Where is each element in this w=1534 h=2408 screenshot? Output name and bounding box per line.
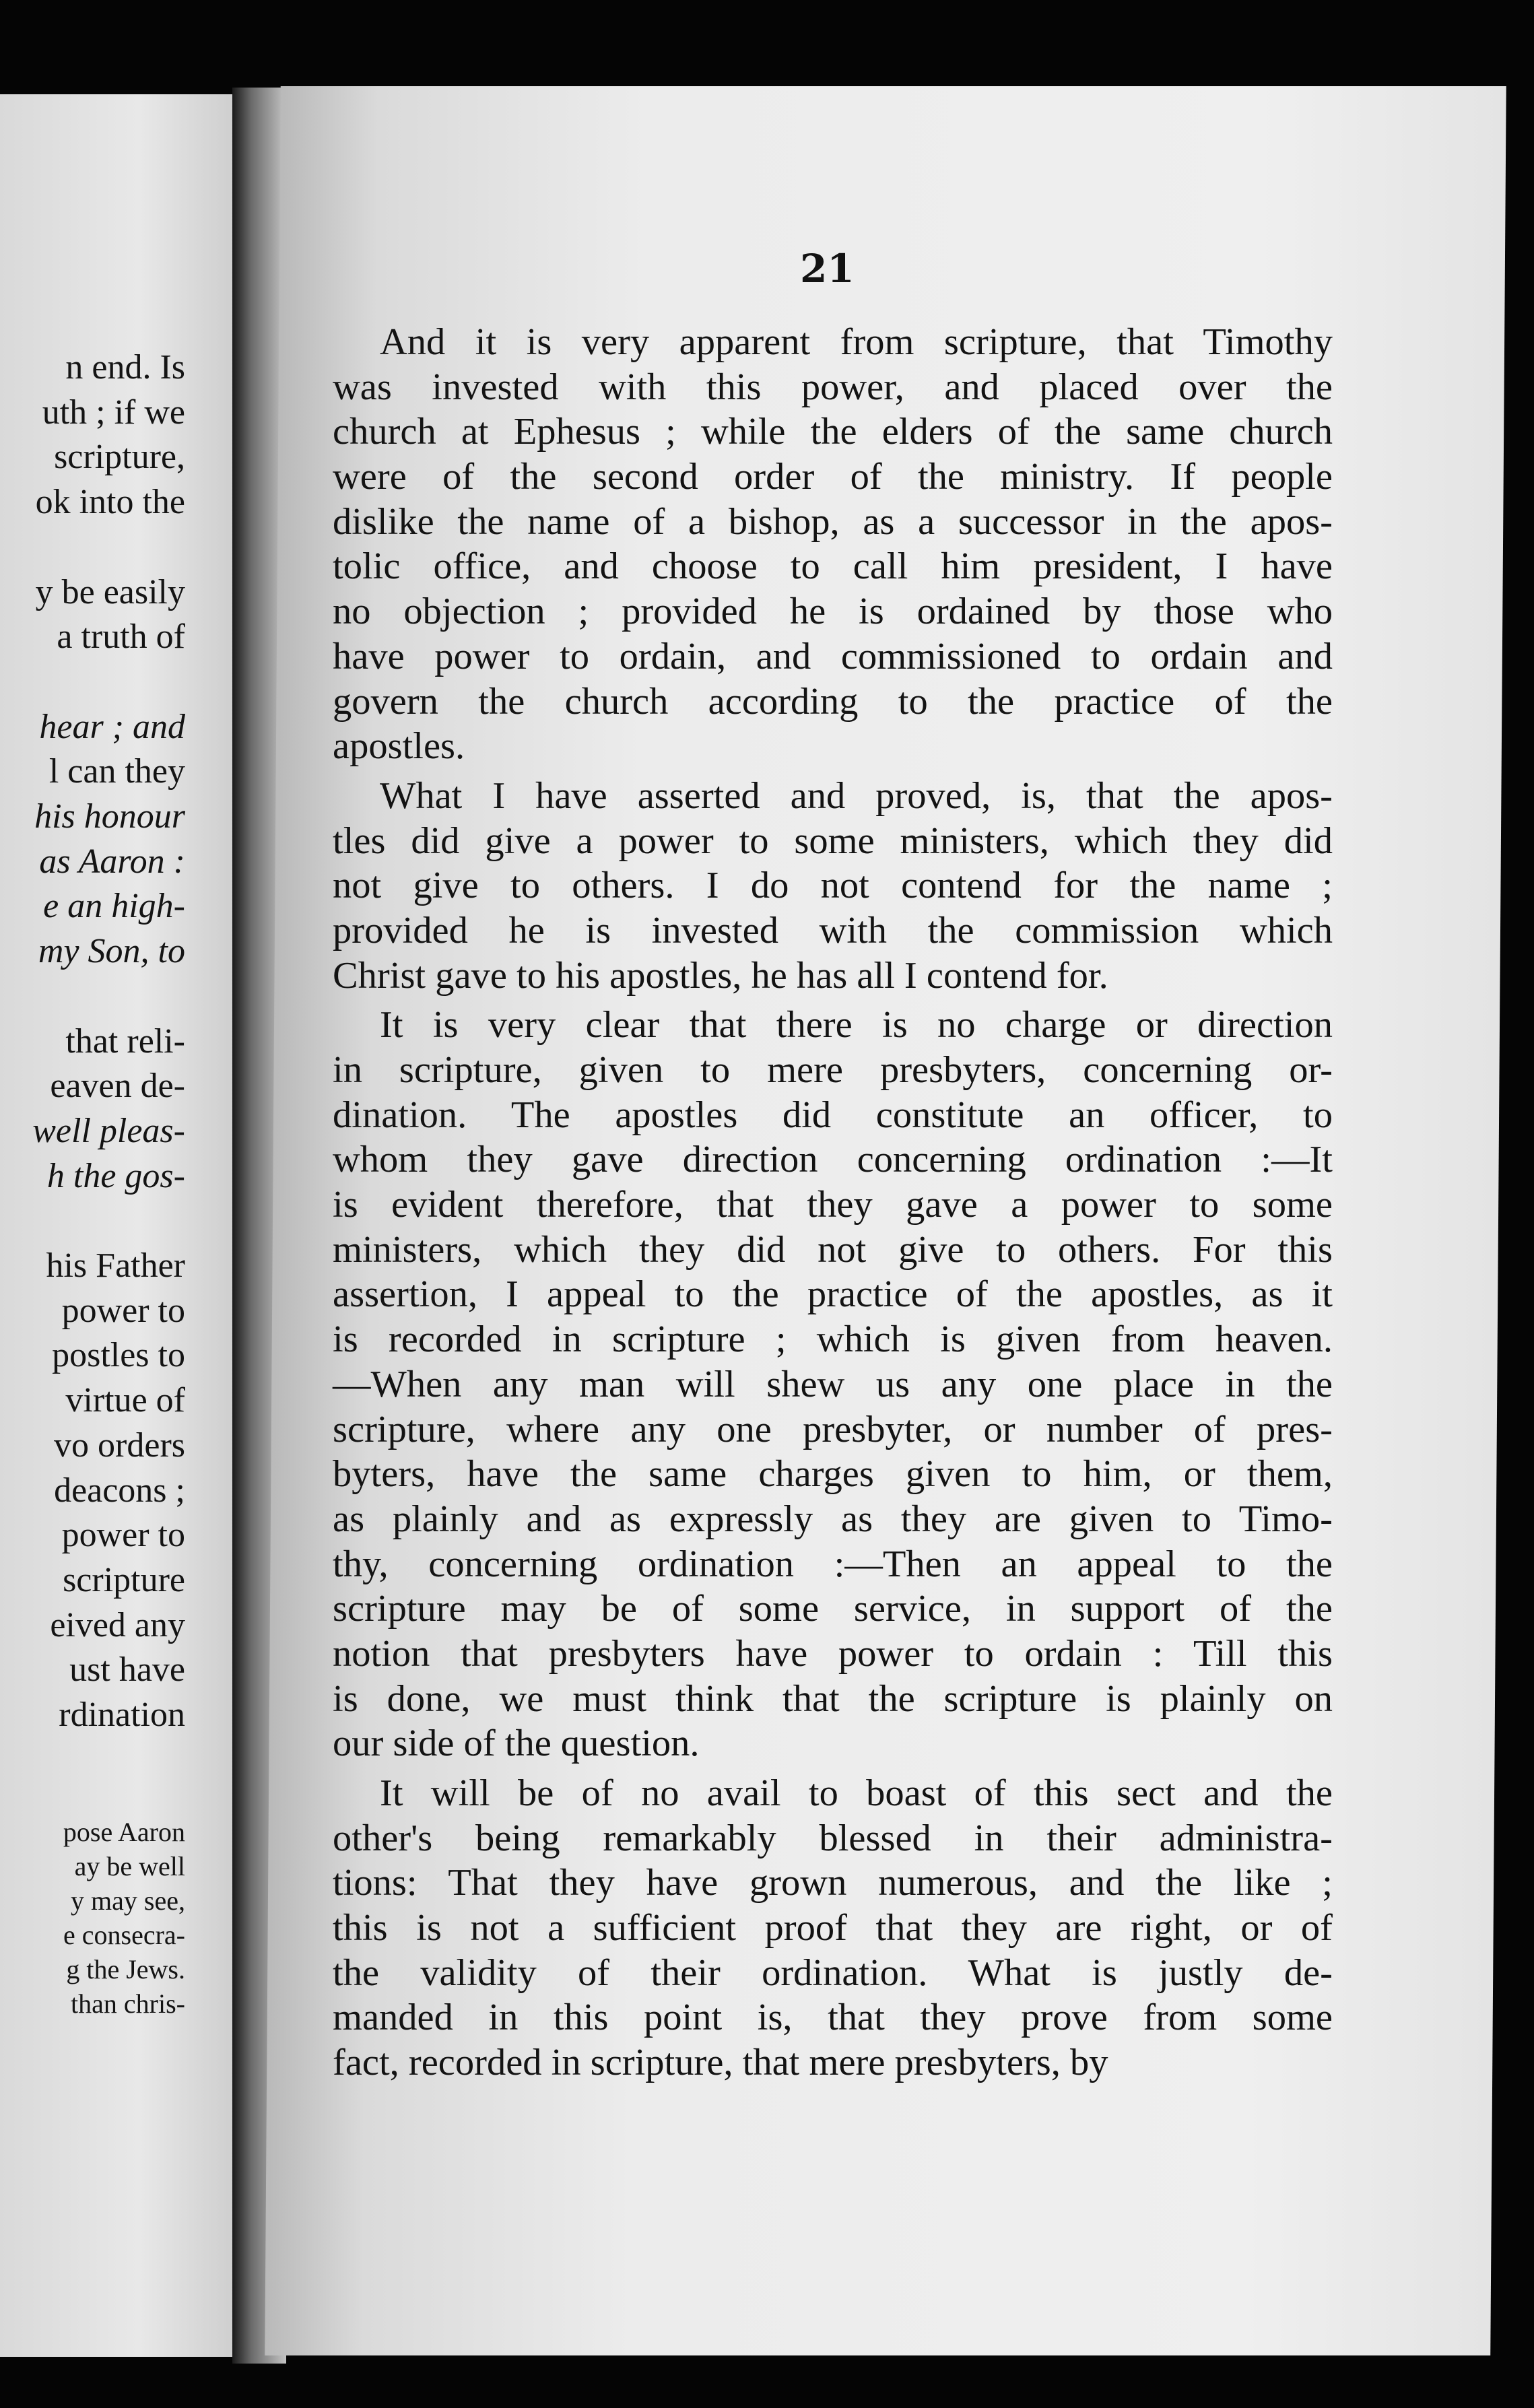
text-line: tolic office, and choose to call him president, I have xyxy=(333,545,1333,588)
facing-page-fragment: his Father xyxy=(46,1246,185,1285)
text-line: ministers, which they did not give to others. For this xyxy=(333,1228,1333,1271)
facing-page-fragment: power to xyxy=(61,1291,185,1330)
facing-page-fragment: my Son, to xyxy=(38,932,185,971)
text-line: not give to others. I do not contend for the name ; xyxy=(333,865,1333,907)
text-line: —When any man will shew us any one place in the xyxy=(333,1363,1333,1405)
text-line: And it is very apparent from scripture, that Timothy xyxy=(380,321,1333,363)
text-line: manded in this point is, that they prove from some xyxy=(333,1997,1333,2039)
text-line: is recorded in scripture ; which is given from heaven. xyxy=(333,1318,1333,1361)
text-line: thy, concerning ordination :—Then an appeal to the xyxy=(333,1543,1333,1585)
text-line: What I have asserted and proved, is, that the apos- xyxy=(380,774,1333,817)
facing-page-fragment: h the gos- xyxy=(46,1156,185,1195)
text-line: in scripture, given to mere presbyters, concerning or- xyxy=(333,1049,1333,1091)
facing-page xyxy=(0,94,232,2357)
text-line: have power to ordain, and commissioned to ordain and xyxy=(333,635,1333,677)
facing-page-fragment: as Aaron : xyxy=(39,842,185,881)
facing-page-fragment: scripture xyxy=(63,1560,185,1599)
text-line: were of the second order of the ministry. If people xyxy=(333,456,1333,498)
text-line: scripture may be of some service, in support of the xyxy=(333,1588,1333,1630)
text-line: apostles. xyxy=(333,725,465,768)
facing-page-fragment: eived any xyxy=(50,1605,185,1644)
facing-page-fragment: that reli- xyxy=(65,1022,185,1061)
text-line: the validity of their ordination. What is justly de- xyxy=(333,1951,1333,1994)
text-line: as plainly and as expressly as they are given to Timo- xyxy=(333,1498,1333,1540)
paragraph xyxy=(333,774,1333,998)
facing-page-fragment: scripture, xyxy=(54,438,185,477)
text-line: tions: That they have grown numerous, and the like ; xyxy=(333,1862,1333,1904)
facing-page-footnote: than chris- xyxy=(71,1988,185,2019)
text-line: notion that presbyters have power to ordain : Till this xyxy=(333,1632,1333,1675)
text-line: It is very clear that there is no charge or direction xyxy=(380,1004,1333,1046)
facing-page-footnote: pose Aaron xyxy=(63,1817,185,1847)
text-line: provided he is invested with the commission which xyxy=(333,909,1333,951)
paragraph xyxy=(333,1003,1333,1766)
page-body xyxy=(333,320,1333,2085)
text-line: whom they gave direction concerning ordination :—It xyxy=(333,1139,1333,1181)
facing-page-fragment: his honour xyxy=(34,797,185,836)
facing-page-fragment: y be easily xyxy=(35,572,185,611)
text-line: no objection ; provided he is ordained by those who xyxy=(333,591,1333,633)
facing-page-fragment: virtue of xyxy=(65,1381,185,1420)
paragraph-gap xyxy=(333,769,1333,774)
facing-page-fragment: l can they xyxy=(48,752,185,791)
facing-page-fragment: rdination xyxy=(59,1696,185,1734)
paragraph xyxy=(333,1771,1333,2085)
text-line: scripture, where any one presbyter, or number of pres- xyxy=(333,1408,1333,1450)
text-line: Christ gave to his apostles, he has all I contend for. xyxy=(333,954,1108,997)
text-line: dination. The apostles did constitute an officer, to xyxy=(333,1094,1333,1136)
text-line: other's being remarkably blessed in their administra- xyxy=(333,1817,1333,1859)
text-line: It will be of no avail to boast of this sect and the xyxy=(380,1772,1333,1814)
text-line: is evident therefore, that they gave a power to some xyxy=(333,1184,1333,1226)
facing-page-footnote: e consecra- xyxy=(63,1920,185,1950)
text-line: our side of the question. xyxy=(333,1723,700,1765)
text-line: is done, we must think that the scripture is plainly on xyxy=(333,1677,1333,1720)
facing-page-footnote: ay be well xyxy=(74,1851,185,1881)
facing-page-footnote: y may see, xyxy=(71,1885,185,1916)
page-number: 21 xyxy=(800,246,855,292)
facing-page-fragment: deacons ; xyxy=(54,1471,185,1510)
facing-page-fragment: ok into the xyxy=(35,483,185,522)
facing-page-fragment: hear ; and xyxy=(39,707,185,746)
facing-page-fragment: a truth of xyxy=(57,617,185,657)
facing-page-fragment: postles to xyxy=(52,1336,185,1375)
paragraph-gap xyxy=(333,1766,1333,1771)
facing-page-fragment: e an high- xyxy=(43,887,185,926)
facing-page-fragment: uth ; if we xyxy=(42,393,185,432)
text-line: assertion, I appeal to the practice of the apostles, as it xyxy=(333,1273,1333,1316)
text-line: govern the church according to the practice of the xyxy=(333,680,1333,723)
text-line: byters, have the same charges given to him, or them, xyxy=(333,1453,1333,1496)
facing-page-fragment: vo orders xyxy=(54,1426,185,1465)
facing-page-fragment: n end. Is xyxy=(65,348,185,387)
facing-page-footnote: g the Jews. xyxy=(66,1954,185,1984)
text-line: church at Ephesus ; while the elders of the same church xyxy=(333,411,1333,453)
facing-page-fragment: well pleas- xyxy=(32,1111,185,1150)
text-line: fact, recorded in scripture, that mere presbyters, by xyxy=(333,2042,1108,2084)
paragraph xyxy=(333,320,1333,769)
paragraph-gap xyxy=(333,998,1333,1003)
text-line: dislike the name of a bishop, as a successor in the apos- xyxy=(333,500,1333,543)
facing-page-fragment: power to xyxy=(61,1516,185,1555)
text-line: was invested with this power, and placed over the xyxy=(333,366,1333,408)
text-line: this is not a sufficient proof that they are right, or of xyxy=(333,1907,1333,1949)
facing-page-fragment: eaven de- xyxy=(50,1067,185,1106)
text-line: tles did give a power to some ministers, which they did xyxy=(333,820,1333,862)
facing-page-fragment: ust have xyxy=(69,1650,185,1690)
